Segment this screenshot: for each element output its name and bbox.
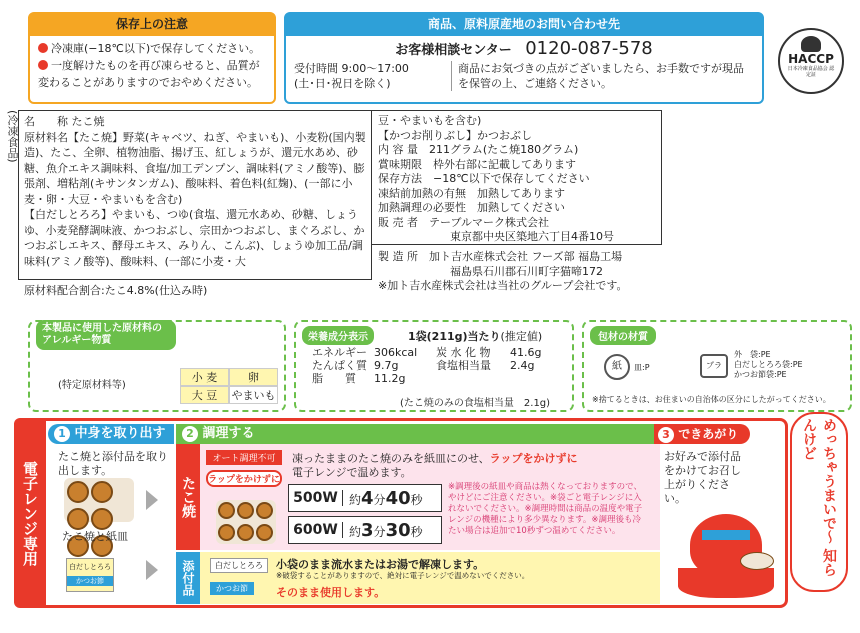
time-600w: 600W 約3分30秒 (288, 516, 442, 544)
allergy-table (180, 368, 278, 404)
label-seller: 販 売 者 テーブルマーク株式会社 (378, 215, 550, 229)
nutrition-label: エネルギー (312, 346, 367, 359)
packaging-note: ※捨てるときは、お住まいの自治体の区分にしたがってください。 (592, 395, 831, 404)
label-right-line: 【かつお削りぶし】かつおぶし (378, 128, 532, 142)
step3-number: 3 (658, 427, 674, 443)
step2-title: 調理する (202, 426, 255, 441)
auto-cook-na: オート調理不可 (206, 450, 282, 465)
mascot-speech (790, 412, 848, 592)
storage-item-2: 一度解けたものを再び凍らせると、品質が変わることがありますのでおやめください。 (38, 59, 260, 89)
attach-label: 添付品 (176, 552, 200, 604)
step2-number: 2 (182, 426, 198, 442)
storage-notice-box (28, 12, 276, 104)
label-ingredients: 原材料名【たこ焼】野菜(キャベツ、ねぎ、やまいも)、小麦粉(国内製造)、たこ、全卵、植物油脂、揚げ玉、紅しょうが、還元水あめ、砂糖、魚介エキス調味料、食塩/加工デンプン、調味料(アミノ酸等)、膨張剤、増粘剤(キサンタンガム)、酸味料、着色料(紅麹)、(一部に小麦・卵・大豆・やまいもを含む) (24, 130, 366, 206)
allergy-sub: (特定原材料等) (58, 380, 126, 391)
storage-notice-title: 保存上の注意 (30, 14, 274, 36)
packaging-title: 包材の材質 (590, 326, 656, 345)
label-expiry: 賞味期限 枠外右部に記載してあります (378, 157, 576, 171)
nutrition-value: 11.2g (374, 372, 406, 385)
contact-title: 商品、原料原産地のお問い合わせ先 (286, 14, 762, 36)
label-seller-address: 東京都中央区築地六丁目4番10号 (450, 230, 614, 243)
dashi-tag: 白だしとろろ (69, 563, 111, 571)
dashi-packet-image (66, 558, 114, 592)
allergy-title: 本製品に使用した原材料のアレルギー物質 (36, 320, 176, 350)
ingredient-ratio: 原材料配合割合:たこ4.8%(仕込み時) (24, 284, 208, 297)
label-dashi-ingredients: 【白だしとろろ】やまいも、つゆ(食塩、還元水あめ、砂糖、しょうゆ、小麦発酵調味液、かつおぶし、宗田かつおぶし、まぐろぶし、かつおぶしエキス、酵母エキス、みりん、こんぶ)、しょうゆ加工品/調味料(アミノ酸等)、酸味料、(一部に小麦・大 (24, 208, 365, 268)
packaging-box (582, 320, 852, 412)
haccp-seal (778, 28, 844, 94)
nutrition-label: 炭 水 化 物 (436, 346, 491, 359)
takoyaki-label: たこ焼 (176, 444, 200, 550)
storage-item-1: 冷凍庫(−18℃以下)で保存してください。 (38, 40, 266, 57)
contact-box (284, 12, 764, 104)
label-right-box (372, 110, 662, 245)
maker-note: ※加ト吉水産株式会社は当社のグループ会社です。 (378, 279, 628, 292)
allergy-item: 小 麦 (180, 368, 229, 386)
dish-material: 皿:P (634, 363, 650, 372)
step1-title: 中身を取り出す (74, 426, 166, 441)
paper-recycle-icon: 紙 (604, 354, 630, 380)
plastic-recycle-icon: プラ (700, 354, 728, 378)
attach-katsuo-tag: かつお節 (210, 582, 254, 595)
mascot-text: めっちゃうまいで〜 知らんけど (801, 418, 837, 577)
attach-note: ※破袋することがありますので、絶対に電子レンジで温めないでください。 (276, 571, 530, 580)
takoyaki-plate-image (64, 478, 134, 522)
nutrition-value: 9.7g (374, 359, 399, 372)
microwave-plate-image (216, 500, 276, 544)
step1-header (48, 424, 174, 444)
contact-note: 商品にお気づきの点がございましたら、お手数ですが現品を保管の上、ご連絡ください。 (458, 62, 744, 90)
label-content: 内 容 量 211グラム(たこ焼180グラム) (378, 143, 579, 156)
step3-title: できあがり (678, 427, 739, 441)
label-preheat: 凍結前加熱の有無 加熱してあります (378, 186, 565, 200)
bullet-icon (38, 60, 48, 70)
wattage-600: 600W (289, 522, 343, 538)
contact-hours-note: (土･日･祝日を除く) (294, 77, 391, 90)
nutrition-title: 栄養成分表示 (302, 326, 374, 345)
step1-caption: たこ焼と紙皿 (62, 530, 128, 543)
frozen-food-label: (冷凍食品) (6, 110, 19, 163)
maker-name: 製 造 所 加ト吉水産株式会社 フーズ部 福島工場 (378, 250, 623, 263)
cooking-notes: ※調理後の紙皿や商品は熱くなっておりますので、やけどにご注意ください。※袋ごと電子レンジに入れないでください。※調理時間は商品の温度や電子レンジの機種により多少異なります。※調理後も冷たい場合は追加で10秒ずつ温めてください。 (448, 482, 643, 536)
nutrition-value: 306kcal (374, 346, 418, 359)
allergy-box (28, 320, 286, 412)
contact-phone[interactable]: 0120-087-578 (525, 38, 653, 59)
nutrition-label: 脂 質 (312, 372, 356, 385)
microwave-only-label: 電子レンジ専用 (14, 418, 46, 608)
label-cooking-required: 加熱調理の必要性 加熱してください (378, 201, 565, 214)
nutrition-per: 1袋(211g)当たり (408, 330, 501, 343)
step2-instruction: 凍ったままのたこ焼のみを紙皿にのせ、ラップをかけずに電子レンジで温めます。 (292, 452, 578, 479)
allergy-item: やまいも (229, 386, 278, 404)
step3-text: お好みで添付品をかけてお召し上がりください。 (664, 450, 741, 505)
arrow-icon (146, 560, 158, 580)
contact-hours: 受付時間 9:00〜17:00 (294, 62, 409, 75)
step1-number: 1 (54, 426, 70, 442)
maker-block (378, 250, 627, 294)
haccp-label: HACCP (788, 52, 834, 66)
outer-bag-material: 外 袋:PE (734, 350, 771, 359)
label-right-line: 豆・やまいもを含む) (378, 114, 482, 127)
nutrition-value: 41.6g (510, 346, 542, 359)
haccp-sub: 日本冷凍食品協会 認定証 (787, 66, 835, 78)
katsuo-tag: かつお節 (67, 576, 113, 586)
contact-center: お客様相談センター (395, 43, 512, 58)
step3-header (654, 424, 750, 444)
maker-address: 福島県石川郡石川町字猫啼172 (450, 264, 603, 278)
haccp-logo-icon (801, 36, 821, 52)
no-wrap-button: ラップをかけずに (206, 470, 282, 487)
nutrition-note: (たこ焼のみの食塩相当量 2.1g) (400, 398, 551, 409)
wattage-500: 500W (289, 490, 343, 506)
label-left-box (18, 110, 372, 280)
attach-text: 小袋のまま流水またはお湯で解凍します。 (276, 558, 485, 571)
nutrition-label: 食塩相当量 (436, 359, 491, 372)
nutrition-box (294, 320, 574, 412)
attach-dashi-tag: 白だしとろろ (210, 558, 268, 573)
attach-text-katsuo: そのまま使用します。 (276, 586, 386, 599)
arrow-icon (146, 490, 158, 510)
allergy-item: 大 豆 (180, 386, 229, 404)
dashi-bag-material: 白だしとろろ袋:PE (734, 360, 803, 369)
nutrition-est: (推定値) (500, 330, 543, 343)
nutrition-label: たんぱく質 (312, 359, 367, 372)
time-500w: 500W 約4分40秒 (288, 484, 442, 512)
allergy-item: 卵 (229, 368, 278, 386)
bullet-icon (38, 43, 48, 53)
label-storage: 保存方法 −18℃以下で保存してください (378, 172, 590, 185)
octopus-mascot (676, 504, 776, 614)
nutrition-value: 2.4g (510, 359, 535, 372)
label-name: 名 称 たこ焼 (24, 115, 105, 128)
step1-text: たこ焼と添付品を取り出します。 (58, 450, 168, 477)
step2-header (176, 424, 660, 444)
katsuo-bag-material: かつお節袋:PE (734, 370, 787, 379)
